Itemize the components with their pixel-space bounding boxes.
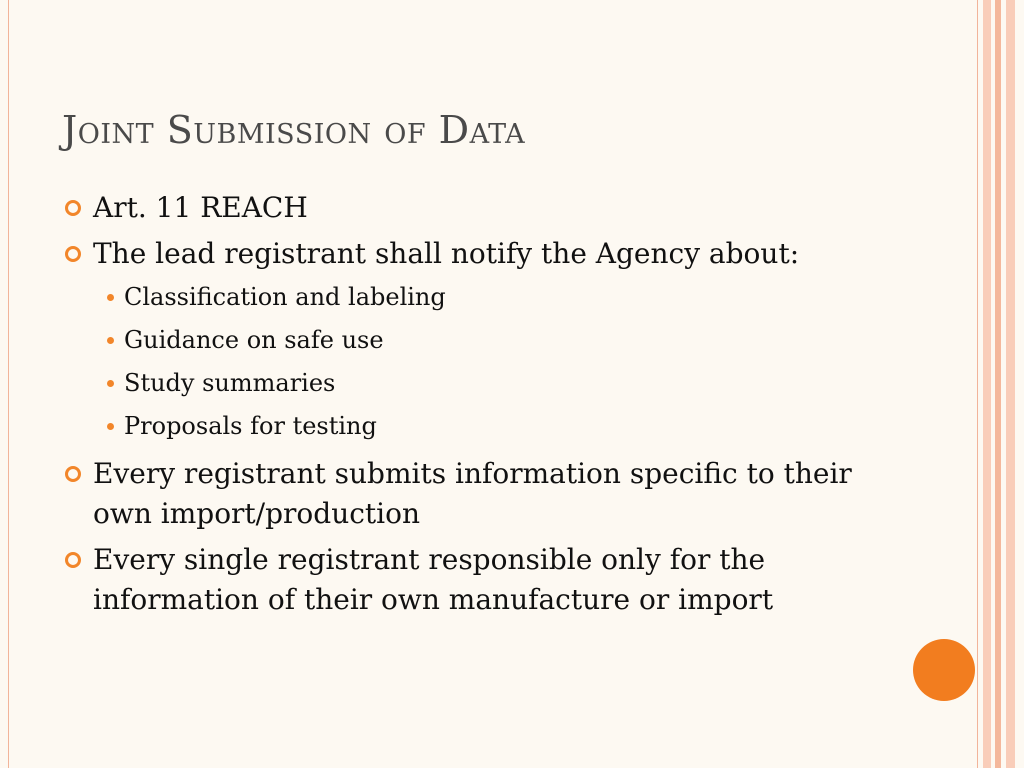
bullet-text: Every registrant submits information specific to their own import/production bbox=[93, 457, 852, 530]
sub-bullet-item bbox=[93, 276, 882, 319]
bullet-text: Art. 11 REACH bbox=[93, 191, 308, 224]
sub-bullet-item bbox=[93, 405, 882, 448]
sub-bullet-item bbox=[93, 319, 882, 362]
bullet-text: Every single registrant responsible only for the information of their own manufacture or import bbox=[93, 543, 774, 616]
ring-bullet-icon bbox=[65, 246, 81, 262]
bullet-list bbox=[62, 188, 882, 626]
sub-bullet-text: Study summaries bbox=[124, 369, 336, 397]
slide-title: Joint Submission of Data bbox=[62, 108, 526, 152]
right-frame-line bbox=[977, 0, 978, 768]
sub-bullet-item bbox=[93, 362, 882, 405]
sub-bullet-text: Guidance on safe use bbox=[124, 326, 384, 354]
bullet-item bbox=[62, 188, 882, 228]
dot-bullet-icon bbox=[107, 423, 114, 430]
decorative-stripe bbox=[983, 0, 991, 768]
sub-bullet-text: Classification and labeling bbox=[124, 283, 446, 311]
sub-bullet-text: Proposals for testing bbox=[124, 412, 377, 440]
dot-bullet-icon bbox=[107, 294, 114, 301]
bullet-item bbox=[62, 540, 882, 620]
bullet-text: The lead registrant shall notify the Agency about: bbox=[93, 237, 800, 270]
decorative-orange-circle bbox=[913, 639, 975, 701]
left-frame-line bbox=[8, 0, 9, 768]
bullet-item bbox=[62, 234, 882, 448]
decorative-stripe bbox=[1006, 0, 1015, 768]
ring-bullet-icon bbox=[65, 466, 81, 482]
ring-bullet-icon bbox=[65, 200, 81, 216]
dot-bullet-icon bbox=[107, 380, 114, 387]
decorative-stripe-gap bbox=[1015, 0, 1024, 768]
ring-bullet-icon bbox=[65, 552, 81, 568]
bullet-item bbox=[62, 454, 882, 534]
sub-bullet-list bbox=[93, 276, 882, 448]
dot-bullet-icon bbox=[107, 337, 114, 344]
